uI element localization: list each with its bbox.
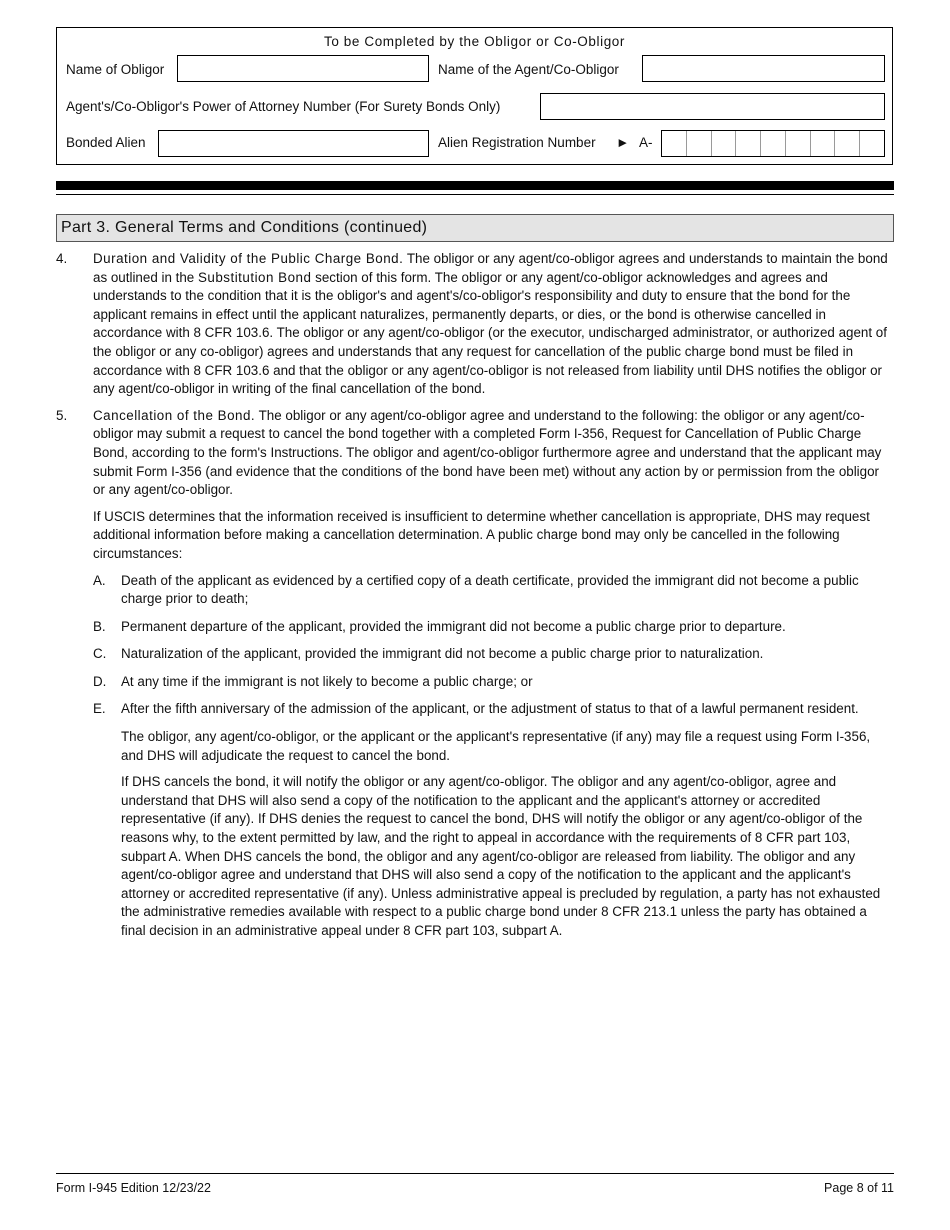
name-of-obligor-label: Name of Obligor — [66, 62, 165, 77]
page-number: Page 8 of 11 — [824, 1181, 894, 1195]
item-paragraph — [93, 407, 894, 500]
term-item-4 — [56, 250, 894, 399]
power-of-attorney-input[interactable] — [540, 93, 885, 120]
section-divider-thick — [56, 181, 894, 190]
circumstance-item — [93, 618, 894, 637]
terms-content — [56, 250, 894, 949]
a-number-digit-cell[interactable] — [711, 131, 736, 156]
section-divider-thin — [56, 194, 894, 195]
form-edition: Form I-945 Edition 12/23/22 — [56, 1181, 211, 1195]
circumstance-item — [93, 700, 894, 719]
item-title: Duration and Validity of the Public Charge Bond. — [93, 251, 404, 266]
closing-paragraph: If DHS cancels the bond, it will notify the obligor or any agent/co-obligor. The obligor and any agent/co-obligor, agree and understand that DHS will also send a copy of the notification to the applicant and the applicant's attorney or accredited representative (if any). If DHS denies the request to cancel the bond, DHS will notify the obligor or any agent/co-obligor of the reasons why, to the extent permitted by law, and the right to appeal in accordance with the requirements of 8 CFR part 103, subpart A. When DHS cancels the bond, the obligor and any agent/co-obligor are released from liability. The obligor and any agent/co-obligor agree and understand that DHS will also send a copy of the notification to the applicant and the applicant's attorney or accredited representative (if any). Unless administrative appeal is precluded by regulation, a party has not exhausted the administrative remedies available with respect to a public charge bond under 8 CFR 213.1 unless the party has obtained a final decision in an administrative appeal under 8 CFR part 103, subpart A. — [121, 774, 881, 938]
a-number-digit-cell[interactable] — [760, 131, 785, 156]
name-of-agent-label: Name of the Agent/Co-Obligor — [438, 62, 619, 77]
item-number: 5. — [56, 407, 68, 423]
circumstance-text: At any time if the immigrant is not likely to become a public charge; or — [121, 673, 533, 689]
a-number-digit-cell[interactable] — [735, 131, 760, 156]
a-number-prefix: A- — [639, 135, 653, 150]
item-followup-paragraph: If USCIS determines that the information received is insufficient to determine whether cancellation is appropriate, DHS may request additional information before making a cancellation determination. A public charge bond may only be cancelled in the following circumstances: — [93, 508, 870, 561]
obligor-section-title: To be Completed by the Obligor or Co-Obligor — [323, 34, 626, 49]
footer-divider — [56, 1173, 894, 1174]
item-text: The obligor or any agent/co-obligor agrees and understands to maintain the bond as outlined in the — [93, 251, 888, 285]
a-number-digit-cell[interactable] — [662, 131, 686, 156]
circumstance-letter: B. — [93, 618, 106, 634]
alien-registration-number-input[interactable] — [661, 130, 885, 157]
name-of-obligor-input[interactable] — [177, 55, 429, 82]
circumstance-letter: D. — [93, 673, 107, 689]
bonded-alien-label: Bonded Alien — [66, 135, 146, 150]
circumstance-letter: E. — [93, 701, 106, 717]
closing-paragraph: The obligor, any agent/co-obligor, or the applicant or the applicant's representative (if any) may file a request using Form I-356, and DHS will adjudicate the request to cancel the bond. — [121, 729, 871, 763]
circumstance-letter: A. — [93, 572, 106, 588]
name-of-agent-input[interactable] — [642, 55, 885, 82]
circumstance-text: Permanent departure of the applicant, provided the immigrant did not become a public charge prior to departure. — [121, 618, 786, 634]
circumstance-text: Naturalization of the applicant, provided the immigrant did not become a public charge prior to naturalization. — [121, 646, 764, 662]
item-number: 4. — [56, 251, 68, 266]
item-text: section of this form. The obligor or any agent/co-obligor acknowledges and agrees and understands to the condition that it is the obligor's and agent's/co-obligor's responsibility and duty to ensure that the bond for the applicant remains in effect until the applicant naturalizes, permanently departs, or dies, or the bond is otherwise cancelled in accordance with 8 CFR 103.6. The obligor or any agent/co-obligor (or the executor, undischarged administrator, or authorized agent of the obligor or any co-obligor) agrees and understands that any request for cancellation of the public charge bond must be filed in accordance with 8 CFR 103.6 and that the obligor or any agent/co-obligor is not released from liability until DHS notifies the obligor or any agent/co-obligor in writing of the final cancellation of the bond. — [93, 269, 887, 397]
circumstance-item — [93, 645, 894, 664]
a-number-digit-cell[interactable] — [859, 131, 884, 156]
circumstance-text: After the fifth anniversary of the admission of the applicant, or the adjustment of status to that of a lawful permanent resident. — [121, 701, 859, 717]
circumstance-letter: C. — [93, 646, 107, 662]
a-number-digit-cell[interactable] — [686, 131, 711, 156]
circumstance-item — [93, 572, 894, 609]
arrow-right-icon: ► — [616, 135, 630, 150]
obligor-section — [56, 27, 893, 165]
inline-section-reference: Substitution Bond — [197, 269, 312, 285]
a-number-digit-cell[interactable] — [834, 131, 859, 156]
item-text: The obligor or any agent/co-obligor agree and understand to the following: the obligor or any agent/co-obligor may submit a request to cancel the bond together with a completed Form I-356, Request for Cancellation of Public Charge Bond, according to the form's Instructions. The obligor and agent/co-obligor furthermore agree and understand that the applicant may submit Form I-356 (and evidence that the conditions of the bond have been met) without any action by or permission from the obligor or any agent/co-obligor. — [93, 407, 882, 498]
part-3-header: Part 3. General Terms and Conditions (continued) — [56, 214, 894, 242]
item-title: Cancellation of the Bond. — [93, 407, 256, 423]
bonded-alien-input[interactable] — [158, 130, 429, 157]
term-item-5 — [56, 407, 894, 941]
circumstance-text: Death of the applicant as evidenced by a certified copy of a death certificate, provided the immigrant did not become a public charge prior to death; — [121, 572, 859, 607]
power-of-attorney-label: Agent's/Co-Obligor's Power of Attorney Number (For Surety Bonds Only) — [66, 99, 501, 114]
alien-registration-label: Alien Registration Number — [438, 135, 596, 150]
circumstance-item — [93, 673, 894, 692]
a-number-digit-cell[interactable] — [810, 131, 835, 156]
a-number-digit-cell[interactable] — [785, 131, 810, 156]
